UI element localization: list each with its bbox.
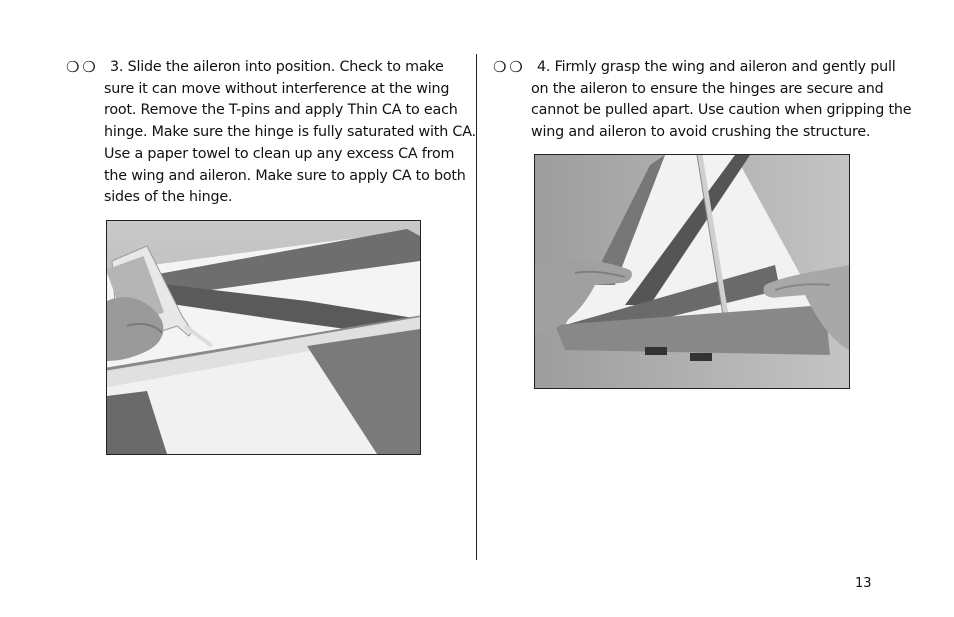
step-4-line: wing and aileron to avoid crushing the structure. (531, 124, 871, 141)
page-number: 13 (855, 576, 872, 591)
checkbox-icon[interactable]: ❍ (66, 58, 80, 76)
aileron-pull-test-photo (534, 154, 850, 389)
step-4-line: on the aileron to ensure the hinges are secure and (531, 80, 884, 97)
step-3-line: hinge. Make sure the hinge is fully saturated with CA. (104, 124, 476, 141)
step-4-checkboxes[interactable] (493, 57, 526, 80)
step-3-checkboxes[interactable] (66, 57, 99, 80)
step-4-instructions (493, 57, 913, 144)
step-4-line: cannot be pulled apart. Use caution when gripping the (531, 102, 912, 119)
step-3-line: sure it can move without interference at the wing (104, 80, 450, 97)
checkbox-icon[interactable]: ❍ (82, 58, 96, 76)
step-3-line: sides of the hinge. (104, 189, 233, 206)
aileron-glue-photo (106, 220, 421, 455)
step-4-line: 4. Firmly grasp the wing and aileron and gently pull (537, 59, 896, 75)
step-3-line: 3. Slide the aileron into position. Check to make (110, 59, 444, 75)
step-3-line: the wing and aileron. Make sure to apply CA to both (104, 167, 466, 184)
step-3-line: Use a paper towel to clean up any excess CA from (104, 145, 455, 162)
step-3-instructions (66, 57, 476, 209)
checkbox-icon[interactable]: ❍ (509, 58, 523, 76)
checkbox-icon[interactable]: ❍ (493, 58, 507, 76)
column-divider (476, 54, 477, 560)
step-3-line: root. Remove the T-pins and apply Thin CA to each (104, 102, 458, 119)
